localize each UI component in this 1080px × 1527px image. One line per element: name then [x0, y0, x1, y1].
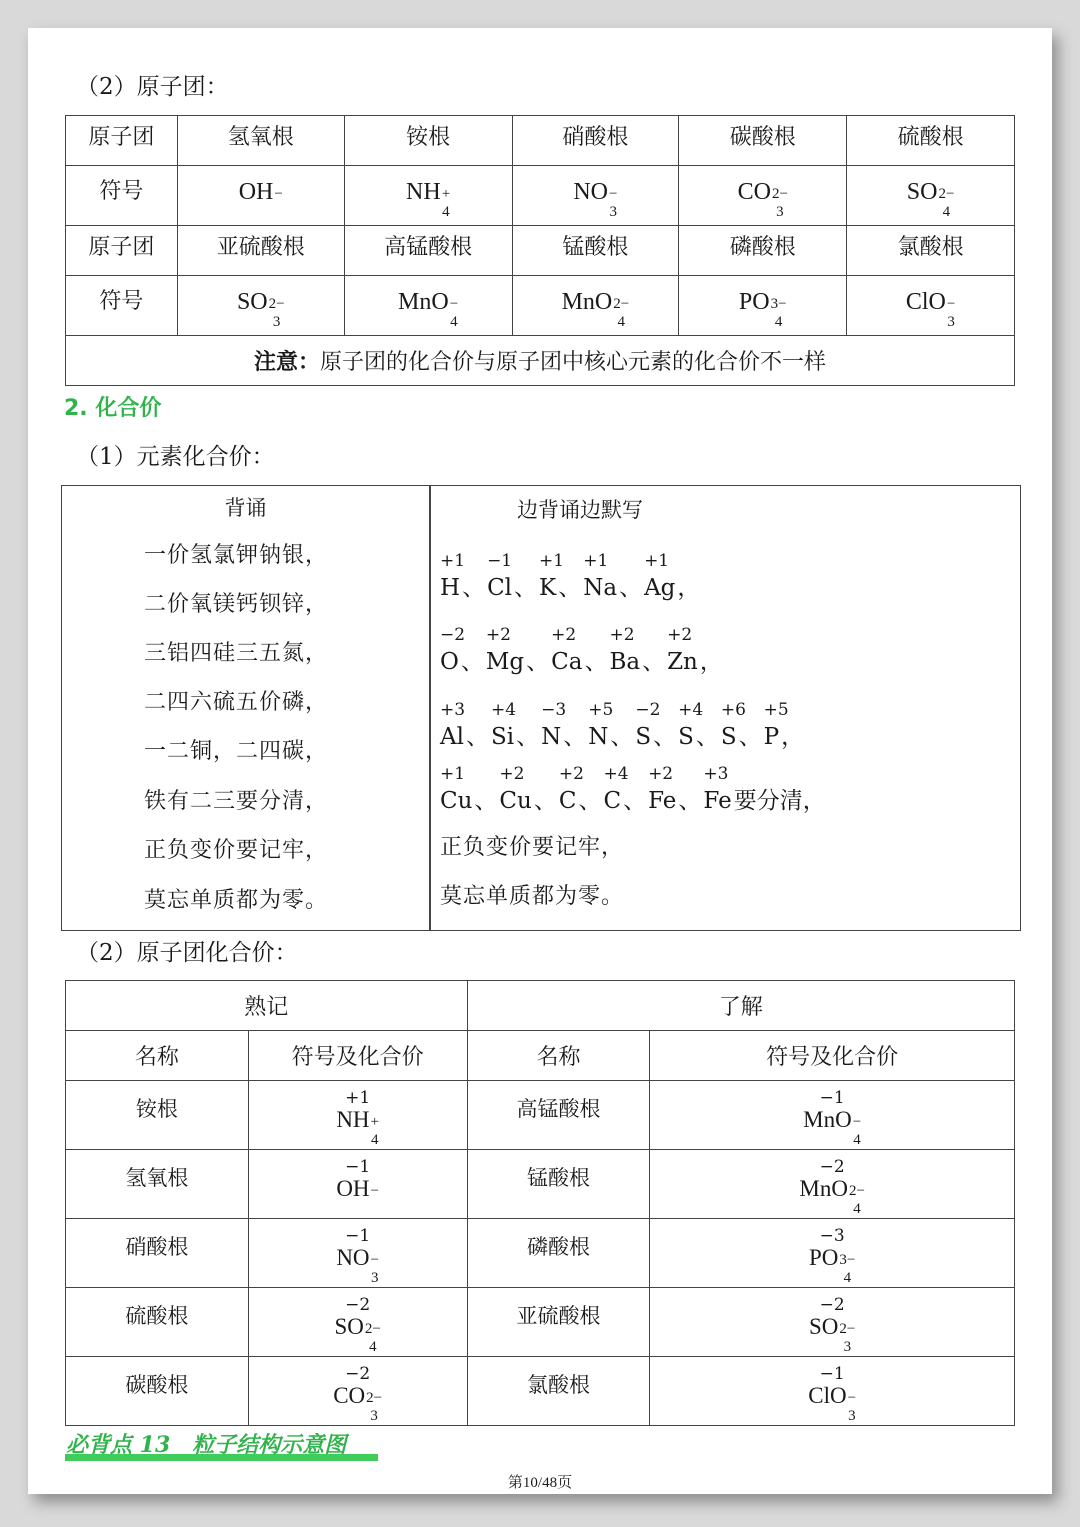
mnemonic-line: 一价氢氯钾钠银， — [144, 543, 329, 568]
next-section-heading: 必背点 13 粒子结构示意图 — [66, 1432, 347, 1458]
subscript: 4 — [369, 1339, 377, 1355]
valence-value: +1 — [440, 551, 466, 571]
line-tail: ， — [699, 649, 723, 675]
valence-value: +4 — [490, 700, 517, 720]
group-symbol: MnO − 4 — [344, 276, 512, 336]
separator: 、 — [610, 724, 634, 750]
element-valence: P +5 — [763, 700, 789, 750]
group-symbol: SO 2− 3 — [177, 276, 344, 336]
table-row — [66, 1357, 1015, 1426]
separator: 、 — [563, 724, 587, 750]
element-valence: Cu +1 — [440, 764, 473, 814]
group-name: 碳酸根 — [66, 1357, 249, 1426]
valence-value: −2 — [345, 1364, 371, 1384]
element-valence: N +5 — [588, 700, 614, 750]
recite-header: 背诵 — [224, 496, 267, 520]
separator: 、 — [642, 649, 666, 675]
write-header: 边背诵边默写 — [517, 498, 643, 522]
group-name: 铵根 — [66, 1081, 249, 1150]
section-element-valence: （1）元素化合价： — [76, 444, 275, 470]
mnemonic-line: 正负变价要记牢， — [144, 838, 329, 863]
row-label: 原子团 — [66, 226, 178, 276]
section-valence-heading: 2. 化合价 — [64, 396, 162, 421]
valence-value: −1 — [819, 1088, 845, 1108]
group-name: 硝酸根 — [512, 116, 679, 166]
col-name-header: 名称 — [66, 1031, 249, 1081]
group-name: 锰酸根 — [467, 1150, 650, 1219]
valence-line — [440, 700, 806, 751]
charge: 2− — [366, 1390, 383, 1406]
element-valence: Ba +2 — [609, 625, 641, 675]
formula-base: NH — [336, 1107, 370, 1132]
group-name: 氯酸根 — [847, 226, 1015, 276]
col-symbol-header: 符号及化合价 — [650, 1031, 1015, 1081]
group-name: 磷酸根 — [679, 226, 847, 276]
subscript: 4 — [853, 1201, 861, 1217]
formula-base: ClO — [808, 1383, 847, 1408]
subscript: 3 — [848, 1408, 856, 1424]
element-valence: H +1 — [440, 551, 466, 601]
group-symbol: CO 2− 3 — [679, 166, 847, 226]
table-row — [66, 1219, 1015, 1288]
valence-value: −3 — [541, 700, 567, 720]
symbol-valence-cell — [248, 1081, 467, 1150]
separator: 、 — [738, 724, 762, 750]
row-label: 符号 — [66, 166, 178, 226]
group-name: 高锰酸根 — [344, 226, 512, 276]
valence-value: +2 — [485, 625, 511, 645]
charge: 2− — [839, 1321, 856, 1337]
group-valence-table — [65, 980, 1015, 1426]
write-line: 正负变价要记牢， — [440, 835, 625, 860]
table-row — [66, 1081, 1015, 1150]
separator: 、 — [619, 575, 643, 601]
group-name: 硝酸根 — [66, 1219, 249, 1288]
separator: 、 — [584, 649, 608, 675]
group-name: 锰酸根 — [512, 226, 679, 276]
symbol-valence-cell — [650, 1150, 1015, 1219]
mnemonic-line: 铁有二三要分清， — [144, 789, 329, 814]
section-atomic-group: （2）原子团： — [76, 74, 229, 100]
subscript: 3 — [371, 1270, 379, 1286]
valence-value: +1 — [539, 551, 565, 571]
mnemonic-line: 三铝四硅三五氮， — [144, 641, 329, 666]
symbol-valence-cell — [248, 1357, 467, 1426]
line-tail: ， — [677, 575, 701, 601]
valence-value: −1 — [345, 1157, 371, 1177]
symbol-valence-cell — [650, 1288, 1015, 1357]
formula-base: SO — [334, 1314, 364, 1339]
element-valence: S −2 — [635, 700, 661, 750]
mnemonic-line: 莫忘单质都为零。 — [144, 888, 329, 913]
group-name: 氢氧根 — [177, 116, 344, 166]
valence-line — [440, 551, 702, 602]
valence-value: −2 — [819, 1295, 845, 1315]
element-valence: S +6 — [720, 700, 746, 750]
symbol-valence-cell — [248, 1288, 467, 1357]
valence-value: +2 — [558, 764, 584, 784]
separator: 、 — [695, 724, 719, 750]
column-divider — [429, 486, 431, 930]
valence-value: +6 — [720, 700, 746, 720]
group-symbol: ClO − 3 — [847, 276, 1015, 336]
element-valence: S +4 — [678, 700, 704, 750]
element-valence: Zn +2 — [667, 625, 698, 675]
subscript: 4 — [371, 1132, 379, 1148]
line-tail: ， — [781, 724, 805, 750]
section-group-valence: （2）原子团化合价： — [76, 940, 298, 966]
element-valence: Mg +2 — [485, 625, 525, 675]
col-name-header: 名称 — [467, 1031, 650, 1081]
valence-value: +5 — [588, 700, 614, 720]
separator: 、 — [578, 788, 602, 814]
charge: 3− — [839, 1252, 856, 1268]
valence-value: +2 — [648, 764, 674, 784]
valence-value: −1 — [819, 1364, 845, 1384]
table-row — [66, 1288, 1015, 1357]
separator: 、 — [460, 649, 484, 675]
valence-value: +5 — [763, 700, 789, 720]
symbol-valence-cell — [248, 1219, 467, 1288]
subscript: 4 — [843, 1270, 852, 1286]
row-label: 符号 — [66, 276, 178, 336]
element-valence: Ag +1 — [644, 551, 676, 601]
valence-line — [440, 625, 725, 676]
symbol-valence-cell — [650, 1081, 1015, 1150]
element-valence: O −2 — [440, 625, 466, 675]
separator: 、 — [514, 575, 538, 601]
formula-base: MnO — [799, 1176, 848, 1201]
element-valence: C +2 — [558, 764, 584, 814]
element-valence: Al +3 — [440, 700, 466, 750]
document-page — [28, 28, 1052, 1494]
valence-value: +3 — [440, 700, 466, 720]
mnemonic-line: 一二铜，二四碳， — [144, 739, 329, 764]
separator: 、 — [653, 724, 677, 750]
valence-line — [440, 764, 828, 815]
mnemonic-line: 二价氧镁钙钡锌， — [144, 592, 329, 617]
group-name: 铵根 — [344, 116, 512, 166]
write-line: 莫忘单质都为零。 — [440, 884, 625, 909]
symbol-valence-cell — [650, 1219, 1015, 1288]
atomic-group-table — [65, 115, 1015, 386]
group-name: 亚硫酸根 — [177, 226, 344, 276]
valence-mnemonic-table — [61, 485, 1021, 931]
group-name: 氢氧根 — [66, 1150, 249, 1219]
valence-value: +2 — [551, 625, 577, 645]
separator: 、 — [623, 788, 647, 814]
subscript: 3 — [843, 1339, 852, 1355]
symbol-valence-cell — [650, 1357, 1015, 1426]
group-symbol: SO 2− 4 — [847, 166, 1015, 226]
charge: − — [852, 1114, 862, 1130]
valence-value: −3 — [819, 1226, 845, 1246]
charge: − — [370, 1183, 380, 1199]
separator: 、 — [465, 724, 489, 750]
mnemonic-line: 二四六硫五价磷， — [144, 690, 329, 715]
note-label: 注意： — [253, 350, 320, 375]
line-tail: 要分清， — [733, 788, 826, 814]
page-number: 第10/48页 — [507, 1475, 573, 1491]
element-valence: K +1 — [539, 551, 565, 601]
group-name: 氯酸根 — [467, 1357, 650, 1426]
valence-value: +4 — [678, 700, 704, 720]
valence-value: +3 — [703, 764, 729, 784]
element-valence: Na +1 — [583, 551, 618, 601]
group-name: 硫酸根 — [847, 116, 1015, 166]
valence-value: +2 — [667, 625, 693, 645]
valence-value: −2 — [440, 625, 466, 645]
valence-value: +1 — [644, 551, 670, 571]
valence-value: −2 — [819, 1157, 845, 1177]
charge: − — [847, 1390, 857, 1406]
separator: 、 — [678, 788, 702, 814]
formula-base: NO — [336, 1245, 370, 1270]
valence-value: −1 — [487, 551, 513, 571]
valence-value: +1 — [345, 1088, 371, 1108]
subscript: 3 — [370, 1408, 378, 1424]
valence-value: +2 — [499, 764, 525, 784]
understand-header: 了解 — [467, 981, 1014, 1031]
formula-base: SO — [808, 1314, 839, 1339]
element-valence: Fe +3 — [703, 764, 732, 814]
valence-value: +1 — [440, 764, 466, 784]
separator: 、 — [516, 724, 540, 750]
charge: 2− — [364, 1321, 381, 1337]
element-valence: N −3 — [541, 700, 567, 750]
memorize-header: 熟记 — [66, 981, 468, 1031]
valence-value: +1 — [583, 551, 609, 571]
group-name: 亚硫酸根 — [467, 1288, 650, 1357]
group-symbol: NH + 4 — [344, 166, 512, 226]
group-name: 碳酸根 — [679, 116, 847, 166]
note-text: 原子团的化合价与原子团中核心元素的化合价不一样 — [320, 350, 827, 375]
charge: − — [370, 1252, 380, 1268]
col-symbol-header: 符号及化合价 — [248, 1031, 467, 1081]
row-label: 原子团 — [66, 116, 178, 166]
separator: 、 — [526, 649, 550, 675]
element-valence: Cu +2 — [499, 764, 532, 814]
valence-value: +4 — [603, 764, 629, 784]
formula-base: OH — [336, 1176, 370, 1201]
separator: 、 — [558, 575, 582, 601]
group-symbol: MnO 2− 4 — [512, 276, 679, 336]
charge: + — [370, 1114, 380, 1130]
group-name: 硫酸根 — [66, 1288, 249, 1357]
valence-value: +2 — [609, 625, 635, 645]
subscript: 4 — [853, 1132, 861, 1148]
group-name: 磷酸根 — [467, 1219, 650, 1288]
valence-value: −2 — [635, 700, 661, 720]
element-valence: Fe +2 — [648, 764, 677, 814]
group-symbol: NO − 3 — [512, 166, 679, 226]
formula-base: CO — [333, 1383, 366, 1408]
formula-base: MnO — [803, 1107, 852, 1132]
note-row — [66, 336, 1015, 386]
separator: 、 — [474, 788, 498, 814]
group-symbol: OH − — [177, 166, 344, 226]
table-row — [66, 1150, 1015, 1219]
element-valence: Ca +2 — [551, 625, 583, 675]
formula-base: PO — [808, 1245, 839, 1270]
charge: 2− — [848, 1183, 865, 1199]
separator: 、 — [533, 788, 557, 814]
symbol-valence-cell — [248, 1150, 467, 1219]
element-valence: Si +4 — [490, 700, 517, 750]
separator: 、 — [462, 575, 486, 601]
element-valence: C +4 — [603, 764, 629, 814]
valence-value: −2 — [345, 1295, 371, 1315]
group-name: 高锰酸根 — [467, 1081, 650, 1150]
valence-value: −1 — [345, 1226, 371, 1246]
group-symbol: PO 3− 4 — [679, 276, 847, 336]
element-valence: Cl −1 — [487, 551, 513, 601]
